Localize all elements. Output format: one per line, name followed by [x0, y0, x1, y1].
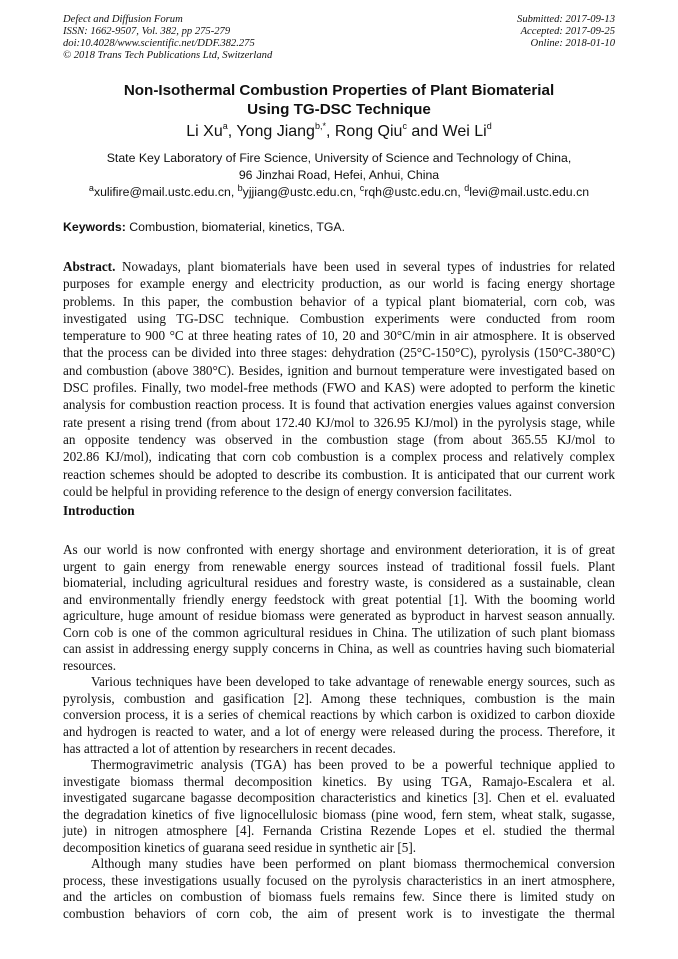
affiliation	[0, 150, 678, 183]
text-line: can assist in addressing energy supply concerns in China, as well as countries having such biomaterial	[63, 641, 615, 657]
text-line: has attracted a lot of attention by researchers in recent decades.	[63, 740, 396, 756]
text-line: As our world is now confronted with energy shortage and environment deterioration, it is of great	[63, 542, 615, 557]
text-line: biomaterial, including agricultural residues and forestry waste, is considered as a sustainable, clean	[63, 575, 615, 591]
text-line: 202.86 KJ/mol), indicating that corn cob combustion is a complex process and relatively complex	[63, 449, 615, 465]
author-list: Li Xu$^a$, Yong Jiang$^{b,*}$, Rong Qiu$^c$ and Wei Li$^d$	[186, 121, 492, 140]
text-line: reaction schemes should be adopted to describe its combustion. It is anticipated that our current work	[63, 466, 615, 482]
text-line: that the process can be divided into three stages: dehydration (25°C-150°C), pyrolysis (150°C-380°C)	[63, 345, 615, 361]
email-list: $^a$xulifire@mail.ustc.edu.cn, $^b$yjjiang@ustc.edu.cn, $^c$rqh@ustc.edu.cn, $^d$levi@mail.ustc.edu.cn	[88, 183, 590, 199]
affiliation-line: 96 Jinzhai Road, Hefei, Anhui, China	[238, 167, 440, 182]
text-line: urgent to gain energy from renewable energy sources instead of traditional fossil fuels. Plant	[63, 558, 615, 574]
affiliation-line: State Key Laboratory of Fire Science, University of Science and Technology of China,	[106, 151, 572, 165]
text-line: Thermogravimetric analysis (TGA) has been proved to be a powerful technique applied to	[91, 757, 615, 773]
author-name: Yong Jiang	[236, 123, 315, 140]
text-line: DSC profiles. Finally, two model-free methods (FWO and KAS) were adopted to perform the kinetic	[63, 380, 615, 396]
email-address: xulifire@mail.ustc.edu.cn	[93, 185, 231, 199]
text-line: purposes for example energy and electricity production, as our world is facing energy shortage	[63, 276, 615, 292]
text-line: could be helpful in providing reference to the design of energy conversion facilitates.	[63, 483, 513, 499]
author-name: Li Xu	[186, 123, 223, 140]
text-line: Various techniques have been developed to take advantage of renewable energy sources, such as	[91, 674, 615, 690]
title-line: Non-Isothermal Combustion Properties of Plant Biomaterial	[123, 82, 555, 99]
text-line: process, these investigations usually focused on the pyrolysis characteristics in an inert atmosphere,	[63, 872, 615, 888]
author-affiliation-mark: c	[402, 121, 407, 131]
text-line: investigated using TG-DSC technique. Combustion experiments were conducted from room	[63, 310, 615, 326]
text-line: rate present a rising trend (from about 172.40 KJ/mol to 326.95 KJ/mol) in the pyrolysis stage, while	[63, 414, 615, 430]
author-name: Rong Qiu	[334, 123, 403, 140]
section-heading-introduction: Introduction	[63, 503, 135, 518]
abstract	[63, 258, 615, 500]
keywords-label: Keywords:	[63, 220, 126, 234]
text-line: Although many studies have been performed on plant biomass thermochemical conversion	[91, 856, 615, 872]
text-line: and combustion (above 380°C). Besides, ignition and burnout temperature were investigated based on	[63, 362, 615, 378]
text-line: pyrolysis, combustion and gasification [2]. Among these techniques, combustion is the main	[63, 690, 615, 706]
journal-name: Defect and Diffusion Forum	[63, 14, 183, 25]
online-date: Online: 2018-01-10	[530, 38, 615, 49]
text-line: and the articles on combustion of biomass fuels remains few. Since there is limited study on	[63, 889, 615, 905]
text-line: and environmentally friendly energy feedstock with great potential [1]. With the booming world	[63, 591, 615, 607]
introduction-body	[63, 542, 615, 923]
text-line: the degradation kinetics of five lignocellulosic biomass (pine wood, fern stem, wheat stalk, sugasse,	[63, 806, 615, 822]
paper-title	[0, 81, 678, 119]
text-line: analysis for combustion reaction process. It is found that activation energies values against conversion	[63, 397, 615, 413]
email-address: levi@mail.ustc.edu.cn	[469, 185, 590, 199]
text-line: jute) in nitrogen atmosphere [4]. Fernanda Cristina Rezende Lopes et el. studied the thermal	[63, 823, 615, 839]
text-line: an opposite tendency was observed in the combustion stage (from about 365.55 KJ/mol to	[63, 431, 615, 447]
text-line: temperature to 900 °C at three heating rates of 10, 20 and 30°C/min in air atmosphere. It is observed	[63, 328, 615, 344]
journal-info	[63, 14, 272, 62]
text-line: investigated sugarcane bagasse decomposition characteristics and kinetics [3]. Chen et el. evaluated	[63, 790, 615, 806]
text-line: combustion behaviors of corn cob, the aim of present work is to investigate the thermal	[63, 906, 615, 922]
abstract-label: Abstract.	[63, 259, 116, 274]
email-mark: a	[88, 183, 94, 193]
title-line: Using TG-DSC Technique	[247, 101, 431, 118]
keywords	[63, 220, 345, 234]
email-address: yjjiang@ustc.edu.cn	[242, 185, 353, 199]
copyright: © 2018 Trans Tech Publications Ltd, Switzerland	[63, 50, 273, 61]
text-line: decomposition kinetics of guarana seed residue in synthetic air [5].	[63, 839, 417, 855]
email-mark: b	[237, 183, 243, 193]
author-affiliation-mark: d	[486, 121, 492, 131]
issn: ISSN: 1662-9507, Vol. 382, pp 275-279	[63, 26, 231, 37]
dates	[517, 14, 615, 50]
text-line: problems. In this paper, the combustion behavior of a typical plant biomaterial, corn cob, was	[63, 293, 615, 309]
email-mark: c	[359, 183, 365, 193]
email-mark: d	[464, 183, 470, 193]
accepted-date: Accepted: 2017-09-25	[520, 26, 615, 37]
text-line: Corn cob is one of the common agricultural residues in China. The utilization of such plant biomass	[63, 624, 615, 640]
keywords-text: Combustion, biomaterial, kinetics, TGA.	[125, 220, 346, 234]
text-line: Abstract. Nowadays, plant biomaterials have been used in several types of industries for related	[63, 259, 615, 274]
email-address: rqh@ustc.edu.cn	[364, 185, 458, 199]
text-line: and hydrogen is reacted to water, and a lot of energy were released during the process. Therefore, it	[63, 724, 615, 740]
text-line: investigate biomass thermal decomposition kinetics. By using TGA, Ramajo-Escalera et al.	[63, 773, 615, 789]
text-line: resources.	[63, 657, 117, 673]
text-line: conversion process, it is a series of chemical reactions by which carbon is oxidized to carbon dioxide	[63, 707, 615, 723]
doi: doi:10.4028/www.scientific.net/DDF.382.275	[63, 38, 255, 49]
author-affiliation-mark: a	[222, 121, 228, 131]
author-name: Wei Li	[442, 123, 487, 140]
author-affiliation-mark: b,*	[314, 121, 326, 131]
submitted-date: Submitted: 2017-09-13	[517, 14, 615, 25]
text-line: agriculture, huge amount of residue biomass were generated as byproduct in harvest season annually.	[63, 608, 615, 624]
